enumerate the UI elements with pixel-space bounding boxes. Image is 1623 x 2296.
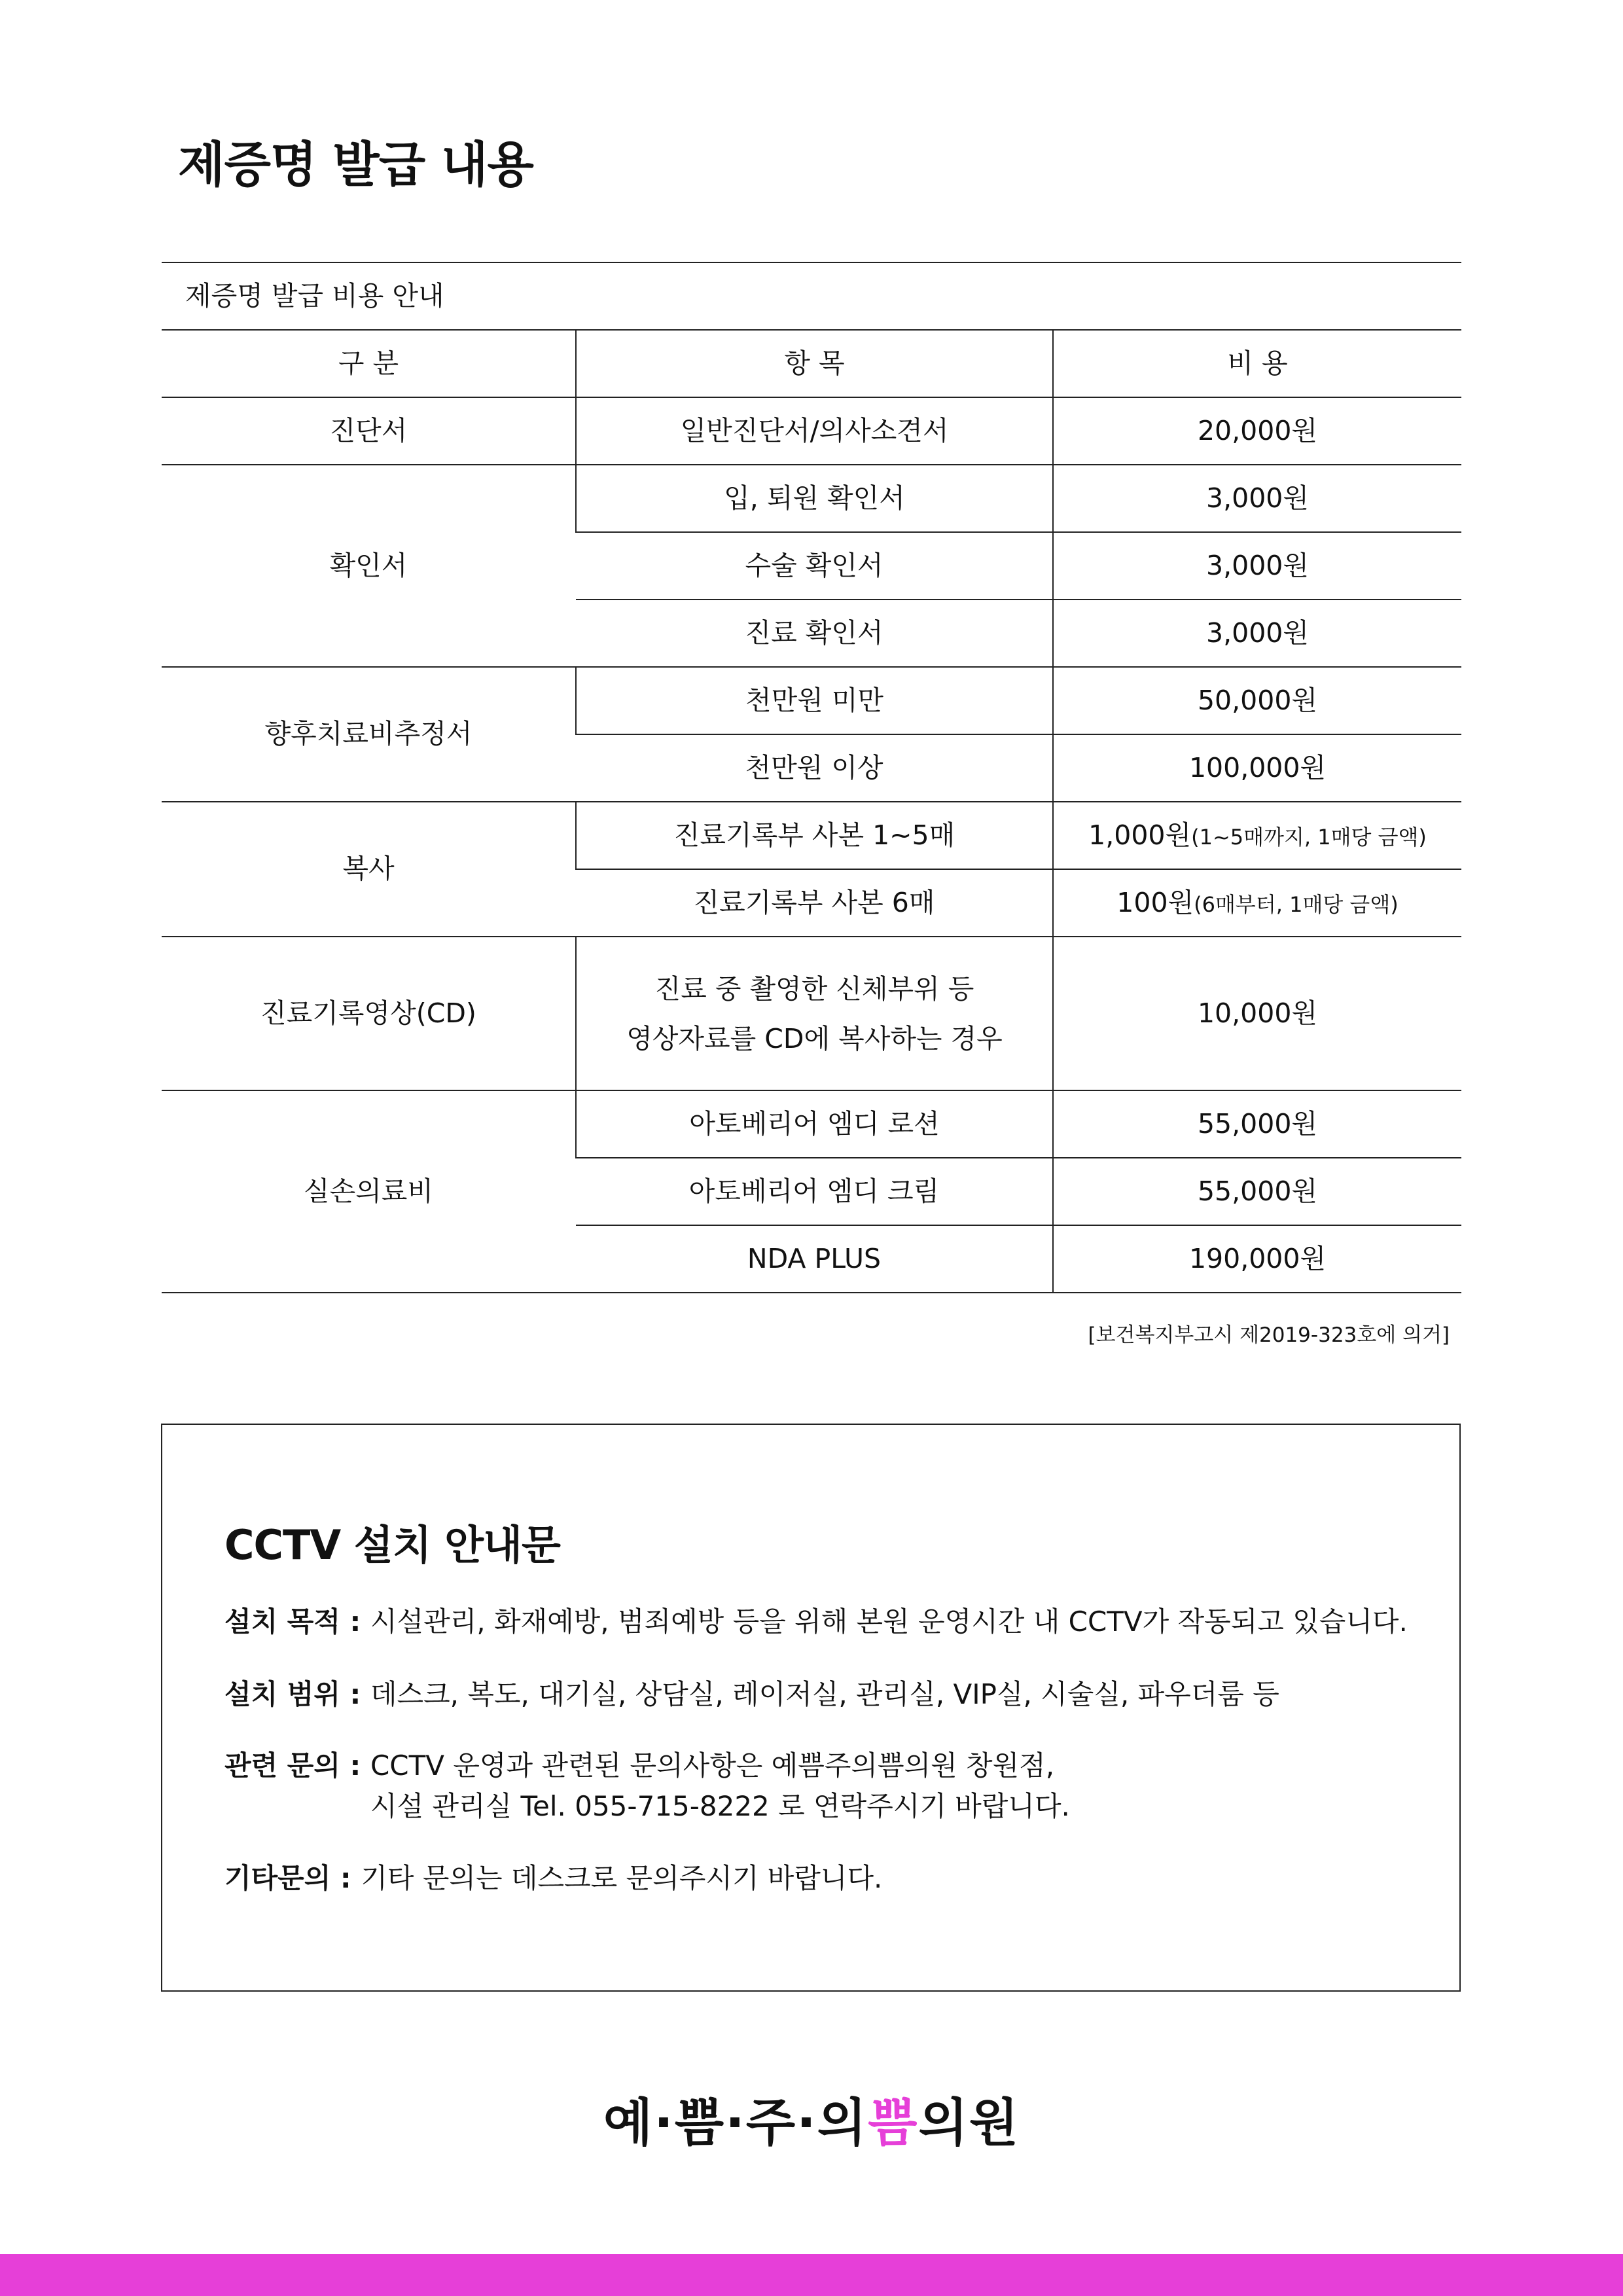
category-cell: 확인서 (162, 465, 576, 667)
item-cell: 일반진단서/의사소견서 (576, 397, 1053, 465)
fee-table (162, 262, 1461, 1293)
table-row (162, 667, 1461, 734)
table-row (162, 802, 1461, 869)
cctv-purpose-label: 설치 목적 : (224, 1605, 370, 1638)
cctv-purpose-text: 시설관리, 화재예방, 범죄예방 등을 위해 본원 운영시간 내 CCTV가 작동되고 있습니다. (370, 1605, 1408, 1638)
cost-cell: 190,000원 (1053, 1225, 1461, 1293)
cctv-scope-label: 설치 범위 : (224, 1678, 370, 1710)
cost-value: 1,000원 (1088, 819, 1192, 851)
cctv-notice-box (161, 1424, 1461, 1992)
cctv-scope-text: 데스크, 복도, 대기실, 상담실, 레이저실, 관리실, VIP실, 시술실, 파우더룸 등 (370, 1678, 1279, 1710)
bottom-accent-band (0, 2254, 1623, 2296)
cost-cell: 55,000원 (1053, 1158, 1461, 1225)
item-cell: NDA PLUS (576, 1225, 1053, 1293)
logo-accent: 쁨 (868, 2094, 919, 2153)
header-cost: 비 용 (1053, 330, 1461, 397)
cost-cell: 10,000원 (1053, 937, 1461, 1090)
table-row (162, 1090, 1461, 1158)
cctv-other-label: 기타문의 : (224, 1862, 361, 1894)
table-row (162, 465, 1461, 532)
item-cell: 진료기록부 사본 1~5매 (576, 802, 1053, 869)
item-line: 진료 중 촬영한 신체부위 등 (654, 973, 974, 1005)
cost-cell: 20,000원 (1053, 397, 1461, 465)
item-cell: 입, 퇴원 확인서 (576, 465, 1053, 532)
cctv-other-text: 기타 문의는 데스크로 문의주시기 바랍니다. (361, 1862, 883, 1894)
clinic-logo (0, 2094, 1623, 2153)
cost-cell (1053, 869, 1461, 937)
cctv-title: CCTV 설치 안내문 (224, 1521, 560, 1569)
item-cell (576, 937, 1053, 1090)
cost-note: (6매부터, 1매당 금액) (1194, 891, 1399, 917)
cost-cell (1053, 802, 1461, 869)
header-item: 항 목 (576, 330, 1053, 397)
category-cell: 향후치료비추정서 (162, 667, 576, 802)
category-cell: 진단서 (162, 397, 576, 465)
cost-cell: 55,000원 (1053, 1090, 1461, 1158)
cctv-inquiry-text: CCTV 운영과 관련된 문의사항은 예쁨주의쁨의원 창원점, 시설 관리실 Tel. 055-715-8222 로 연락주시기 바랍니다. (370, 1749, 1070, 1822)
cost-note: (1~5매까지, 1매당 금액) (1191, 824, 1427, 850)
item-line: 영상자료를 CD에 복사하는 경우 (626, 1022, 1003, 1054)
cctv-scope (224, 1674, 1433, 1715)
item-cell: 천만원 이상 (576, 734, 1053, 802)
table-row (162, 937, 1461, 1090)
table-header-row (162, 330, 1461, 397)
cost-value: 100원 (1116, 886, 1194, 918)
category-cell: 복사 (162, 802, 576, 937)
cost-cell: 3,000원 (1053, 465, 1461, 532)
category-cell: 진료기록영상(CD) (162, 937, 576, 1090)
cost-cell: 3,000원 (1053, 532, 1461, 600)
item-cell: 수술 확인서 (576, 532, 1053, 600)
table-caption: 제증명 발급 비용 안내 (162, 262, 1461, 330)
cctv-inquiry-label: 관련 문의 : (224, 1749, 370, 1782)
category-cell: 실손의료비 (162, 1090, 576, 1293)
item-cell: 진료기록부 사본 6매 (576, 869, 1053, 937)
logo-text-2: 의원 (918, 2094, 1020, 2153)
item-cell: 천만원 미만 (576, 667, 1053, 734)
cctv-inquiry (224, 1746, 1433, 1827)
cost-cell: 3,000원 (1053, 600, 1461, 667)
item-cell: 아토베리어 엠디 크림 (576, 1158, 1053, 1225)
cctv-purpose (224, 1602, 1433, 1642)
page-title: 제증명 발급 내용 (178, 137, 533, 193)
item-cell: 아토베리어 엠디 로션 (576, 1090, 1053, 1158)
header-category: 구 분 (162, 330, 576, 397)
table-row (162, 397, 1461, 465)
legal-reference: [보건복지부고시 제2019-323호에 의거] (1088, 1323, 1450, 1347)
cost-cell: 50,000원 (1053, 667, 1461, 734)
logo-text-1: 예·쁨·주·의 (603, 2094, 868, 2153)
item-cell: 진료 확인서 (576, 600, 1053, 667)
cctv-other (224, 1858, 1433, 1899)
cost-cell: 100,000원 (1053, 734, 1461, 802)
